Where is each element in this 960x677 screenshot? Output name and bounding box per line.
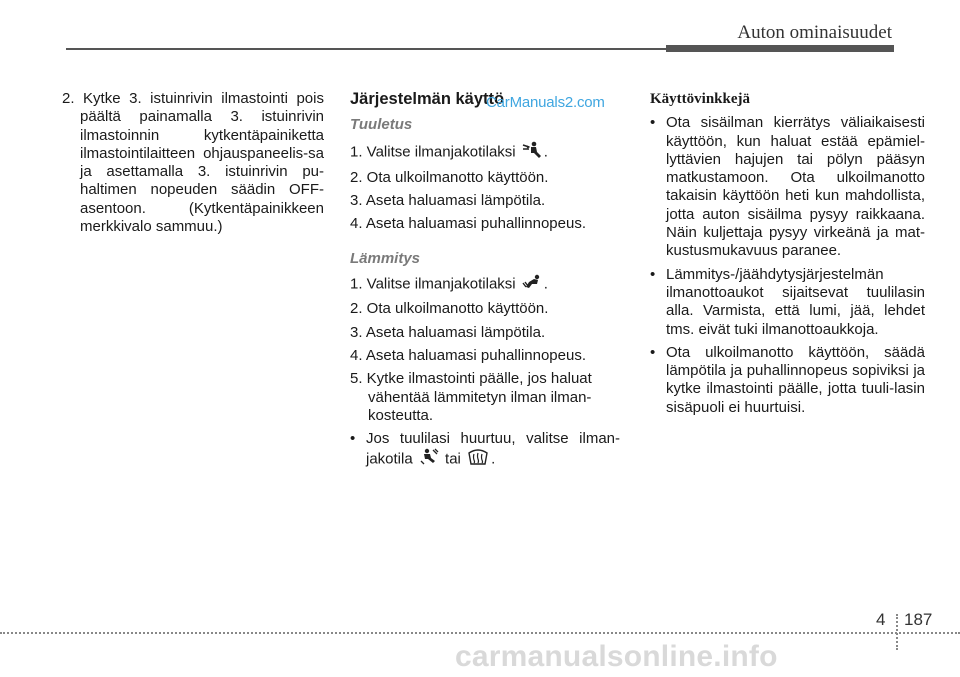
header-rule — [66, 48, 666, 50]
watermark: CarManuals2.com — [486, 94, 605, 111]
defrost-mode-icon — [467, 448, 489, 471]
bullet-dot: • — [650, 343, 656, 361]
bullet-item — [650, 266, 925, 339]
step-text-end: . — [543, 143, 548, 161]
step-item: 2. Ota ulkoilmanotto käyttöön. — [350, 300, 549, 318]
bullet-dot: • — [650, 265, 656, 283]
subheading-lammitys: Lämmitys — [350, 249, 421, 267]
face-vent-mode-icon — [522, 141, 542, 164]
section-title: Käyttövinkkejä — [650, 91, 751, 107]
section-title-text: Järjestelmän käyttö — [350, 90, 505, 108]
bullet-text-end: . — [491, 451, 496, 469]
step-item: 3. Aseta haluamasi lämpötila. — [350, 323, 546, 341]
bullet-text: Jos tuulilasi huurtuu, valitse ilman-jakotila — [366, 430, 620, 469]
column-middle — [350, 90, 620, 477]
footer-separator — [896, 614, 898, 650]
bullet-dot: • — [350, 430, 356, 448]
step-text: 1. Valitse ilmanjakotilaksi — [350, 275, 516, 293]
subheading-tuuletus: Tuuletus — [350, 116, 413, 134]
step-text: 1. Valitse ilmanjakotilaksi — [350, 143, 516, 161]
step-item: 2. Ota ulkoilmanotto käyttöön. — [350, 168, 549, 186]
step-item: 3. Aseta haluamasi lämpötila. — [350, 192, 546, 210]
section-title — [350, 90, 620, 111]
step-item: 4. Aseta haluamasi puhallinnopeus. — [350, 346, 587, 364]
page-header-title: Auton ominaisuudet — [737, 22, 892, 43]
bullet-item — [650, 114, 925, 260]
bullet-item — [350, 430, 620, 472]
header-rule-accent — [666, 45, 894, 52]
step-text-end: . — [543, 275, 548, 293]
bullet-text: Ota sisäilman kierrätys väliaikaisesti käyttöön, kun haluat estää epämiel-lyttävien hajujen tai pölyn pääsyn matkustamoon. Ota ulkoilmanotto takaisin käyttöön heti kun mahdollista, jotta auton sisäilma pysyy raikkaana. Näin kuljettaja pysyy virkeänä ja mat-kustusmukavuus paranee. — [666, 114, 925, 260]
column-left — [62, 90, 324, 241]
step-item — [350, 274, 620, 295]
step-item — [350, 141, 620, 164]
bullet-item — [650, 344, 925, 417]
site-watermark: carmanualsonline.info — [455, 640, 778, 673]
bullet-text: Lämmitys-/jäähdytysjärjestelmän ilmanottoaukot sijaitsevat tuulilasin alla. Varmista, että lumi, jää, lehdet tms. eivät tuki ilmanottoaukkoja. — [666, 265, 925, 338]
footer-rule — [0, 632, 960, 634]
bullet-text-tai: tai — [445, 451, 461, 469]
step-item: 2. Kytke 3. istuinrivin ilmastointi pois päältä painamalla 3. istuinrivin ilmastoinnin kytkentäpainiketta ilmastointilaitteen ohjauspaneelis-sa ja asettamalla 3. istuinrivin pu-haltimen nopeuden säädin OFF-asentoon. (Kytkentäpainikkeen merkkivalo sammuu.) — [62, 90, 324, 236]
page-number: 187 — [904, 610, 933, 629]
step-item: 4. Aseta haluamasi puhallinnopeus. — [350, 215, 587, 233]
bullet-text: Ota ulkoilmanotto käyttöön, säädä lämpötila ja puhallinnopeus sopiviksi ja kytke ilmastointi päälle, jotta tuuli-lasin sisäpuoli ei huurtuisi. — [666, 343, 925, 416]
step-item: 5. Kytke ilmastointi päälle, jos haluat vähentää lämmitetyn ilman ilman-kosteutta. — [350, 370, 592, 424]
column-right — [650, 90, 925, 422]
bullet-dot: • — [650, 114, 656, 132]
floor-defrost-mode-icon — [419, 448, 439, 471]
chapter-number: 4 — [876, 610, 886, 629]
floor-mode-icon — [522, 274, 542, 295]
